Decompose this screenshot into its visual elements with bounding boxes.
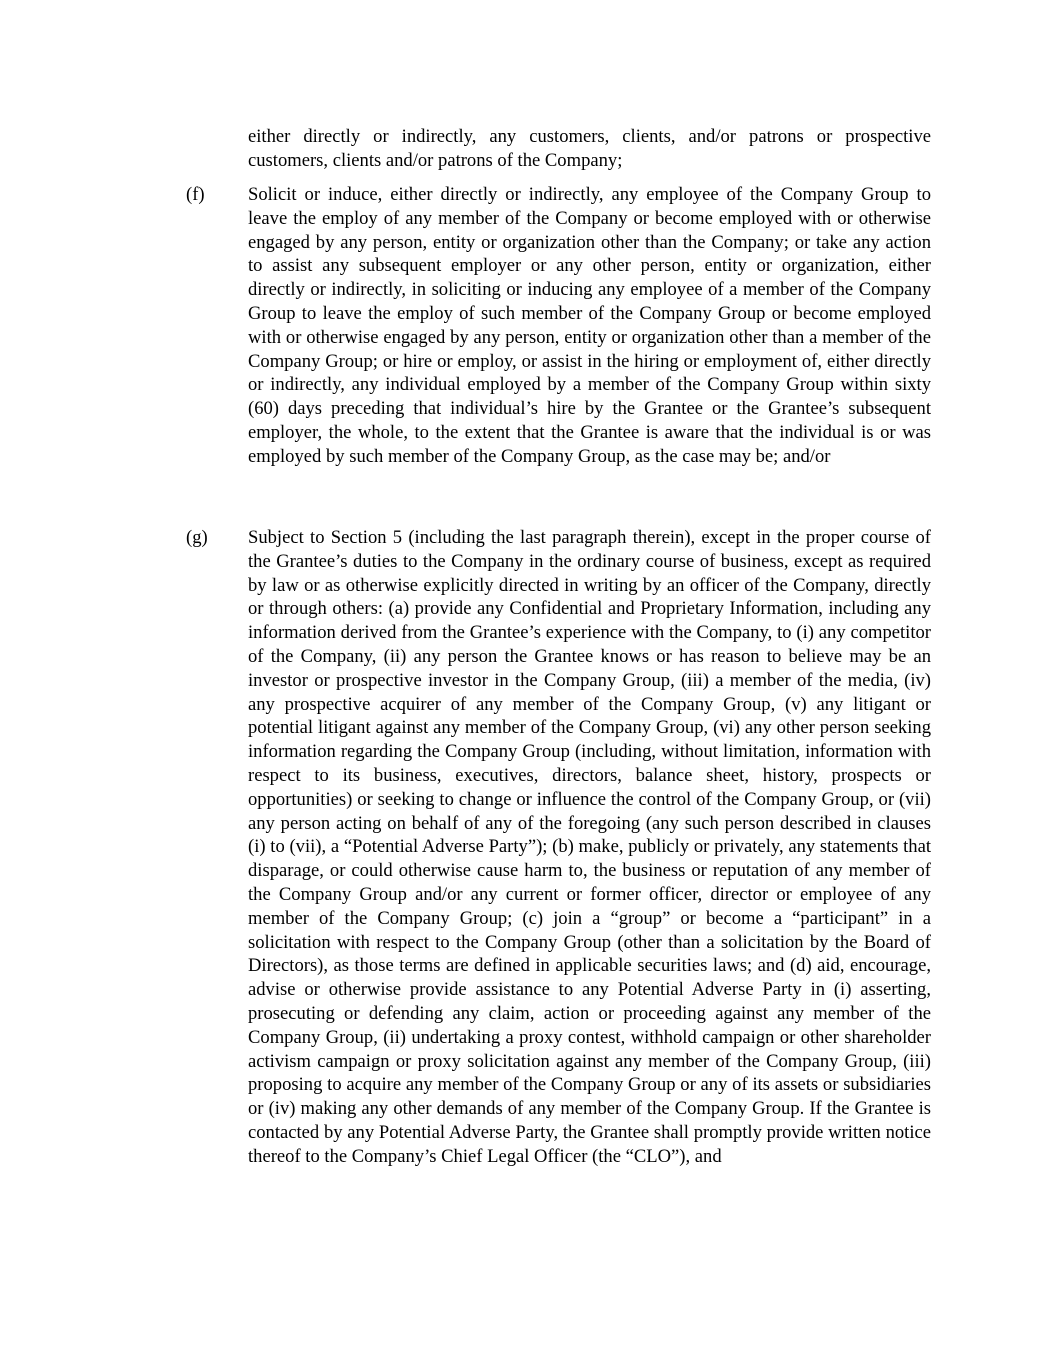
clause-g-text: Subject to Section 5 (including the last paragraph therein), except in the proper course of the Grantee’s duties to the Company in the ordinary course of business, except as required by law or as otherwise explicitly directed in writing by an officer of the Company, directly or through others: (a) provide any Confidential and Proprietary Information, including any information derived from the Grantee’s experience with the Company, to (i) any competitor of the Company, (ii) any person the Grantee knows or has reason to believe may be an investor or prospective investor in the Company Group, (iii) a member of the media, (iv) any prospective acquirer of any member of the Company Group, (v) any litigant or potential litigant against any member of the Company Group, (vi) any other person seeking information regarding the Company Group (including, without limitation, information with respect to its business, executives, directors, balance sheet, history, prospects or opportunities) or seeking to change or influence the control of the Company Group, or (vii) any person acting on behalf of any of the foregoing (any such person described in clauses (i) to (vii), a “Potential Adverse Party”); (b) make, publicly or privately, any statements that disparage, or could otherwise cause harm to, the business or reputation of any member of the Company Group and/or any current or former officer, director or employee of any member of the Company Group; (c) join a “group” or become a “participant” in a solicitation with respect to the Company Group (other than a solicitation by the Board of Directors), as those terms are defined in applicable securities laws; and (d) aid, encourage, advise or otherwise provide assistance to any Potential Adverse Party in (i) asserting, prosecuting or defending any claim, action or proceeding against any member of the Company Group, (ii) undertaking a proxy contest, withhold campaign or other shareholder activism campaign or proxy solicitation against any member of the Company Group, (iii) proposing to acquire any member of the Company Group or any of its assets or subsidiaries or (iv) making any other demands of any member of the Company Group. If the Grantee is contacted by any Potential Adverse Party, the Grantee shall promptly provide written notice thereof to the Company’s Chief Legal Officer (the “CLO”), and bbox=[248, 527, 931, 1167]
clause-f-text: Solicit or induce, either directly or indirectly, any employee of the Company Group to leave the employ of any member of the Company or become employed with or otherwise engaged by any person, entity or organization other than the Company; or take any action to assist any subsequent employer or any other person, entity or organization, either directly or indirectly, in soliciting or inducing any employee of a member of the Company Group to leave the employ of such member of the Company Group or become employed with or otherwise engaged by any person, entity or organization other than a member of the Company Group; or hire or employ, or assist in the hiring or employment of, either directly or indirectly, any individual employed by a member of the Company Group within sixty (60) days preceding that individual’s hire by the Grantee or the Grantee’s subsequent employer, the whole, to the extent that the Grantee is aware that the individual is or was employed by such member of the Company Group, as the case may be; and/or bbox=[248, 184, 931, 467]
clause-f-label: (f) bbox=[186, 184, 205, 205]
continuation-paragraph: either directly or indirectly, any customers, clients, and/or patrons or prospective customers, clients and/or patrons of the Company; bbox=[248, 126, 931, 171]
clause-g-label: (g) bbox=[186, 527, 208, 548]
